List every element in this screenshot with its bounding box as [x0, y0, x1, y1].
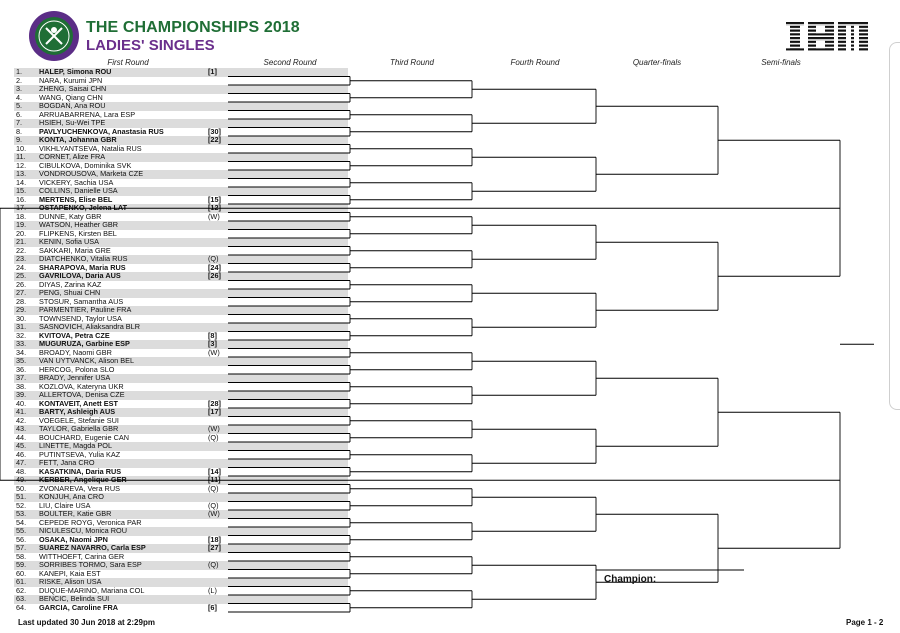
- player-name: SORRIBES TORMO, Sara ESP: [39, 560, 142, 569]
- player-seed: [8]: [208, 330, 217, 340]
- player-name: GAVRILOVA, Daria AUS: [39, 271, 121, 280]
- player-name: KENIN, Sofia USA: [39, 237, 100, 246]
- player-name: COLLINS, Danielle USA: [39, 186, 118, 195]
- player-number: 58.: [16, 551, 27, 561]
- player-number: 46.: [16, 449, 27, 459]
- player-seed: (W): [208, 424, 220, 433]
- round-heading-second: Second Round: [263, 58, 317, 67]
- player-number: 50.: [16, 483, 27, 493]
- player-number: 16.: [16, 194, 27, 204]
- player-name: NARA, Kurumi JPN: [39, 75, 103, 85]
- player-number: 56.: [16, 534, 27, 544]
- player-name: VOEGELE, Stefanie SUI: [39, 415, 119, 425]
- player-number: 4.: [16, 92, 23, 102]
- player-name: FETT, Jana CRO: [39, 458, 95, 467]
- player-number: 64.: [16, 602, 27, 612]
- page-title: THE CHAMPIONSHIPS 2018: [86, 19, 300, 36]
- player-number: 32.: [16, 330, 27, 340]
- player-number: 57.: [16, 543, 27, 552]
- player-number: 9.: [16, 135, 23, 144]
- player-number: 14.: [16, 177, 27, 187]
- player-number: 31.: [16, 322, 27, 331]
- player-number: 49.: [16, 475, 27, 484]
- player-name: KONTA, Johanna GBR: [39, 135, 117, 144]
- player-name: GARCIA, Caroline FRA: [39, 602, 119, 612]
- player-seed: (Q): [208, 500, 219, 510]
- player-name: BRADY, Jennifer USA: [39, 373, 111, 382]
- player-number: 8.: [16, 126, 23, 136]
- player-number: 61.: [16, 577, 27, 586]
- player-name: KASATKINA, Daria RUS: [39, 466, 122, 476]
- player-number: 1.: [16, 67, 23, 76]
- player-number: 15.: [16, 186, 27, 195]
- player-number: 37.: [16, 373, 27, 382]
- player-name: LIU, Claire USA: [39, 500, 91, 510]
- player-name: DIYAS, Zarina KAZ: [39, 279, 102, 289]
- player-name: DUQUE-MARINO, Mariana COL: [39, 585, 145, 595]
- player-number: 35.: [16, 356, 27, 365]
- player-name: NICULESCU, Monica ROU: [39, 526, 127, 535]
- last-updated: Last updated 30 Jun 2018 at 2:29pm: [18, 618, 155, 627]
- player-name: ZHENG, Saisai CHN: [39, 84, 107, 93]
- player-number: 18.: [16, 211, 27, 221]
- player-name: OSAKA, Naomi JPN: [39, 534, 108, 544]
- player-name: STOSUR, Samantha AUS: [39, 296, 124, 306]
- player-name: DUNNE, Katy GBR: [39, 211, 102, 221]
- player-number: 33.: [16, 339, 27, 348]
- player-number: 13.: [16, 169, 27, 178]
- player-number: 19.: [16, 220, 27, 229]
- player-number: 30.: [16, 313, 27, 323]
- player-seed: (Q): [208, 560, 219, 569]
- player-number: 28.: [16, 296, 27, 306]
- player-number: 60.: [16, 568, 27, 578]
- round-heading-semifinals: Semi-finals: [761, 58, 801, 67]
- player-name: RISKE, Alison USA: [39, 577, 102, 586]
- player-number: 51.: [16, 492, 27, 501]
- player-name: WANG, Qiang CHN: [39, 92, 103, 102]
- player-seed: [28]: [208, 398, 221, 408]
- player-name: WATSON, Heather GBR: [39, 220, 119, 229]
- player-seed: [22]: [208, 135, 221, 144]
- player-number: 39.: [16, 390, 27, 399]
- player-number: 40.: [16, 398, 27, 408]
- player-name: HERCOG, Polona SLO: [39, 364, 115, 374]
- player-name: KERBER, Angelique GER: [39, 475, 127, 484]
- player-name: PENG, Shuai CHN: [39, 288, 101, 297]
- round-heading-first: First Round: [107, 58, 149, 67]
- player-number: 20.: [16, 228, 27, 238]
- player-number: 23.: [16, 254, 27, 263]
- player-number: 5.: [16, 101, 23, 110]
- round-heading-third: Third Round: [389, 58, 435, 67]
- player-name: DIATCHENKO, Vitalia RUS: [39, 254, 128, 263]
- player-name: KONJUH, Ana CRO: [39, 492, 104, 501]
- side-panel[interactable]: [889, 42, 900, 410]
- player-seed: (W): [208, 347, 220, 357]
- player-number: 47.: [16, 458, 27, 467]
- player-name: TOWNSEND, Taylor USA: [39, 313, 122, 323]
- player-name: ZVONAREVA, Vera RUS: [39, 483, 120, 493]
- player-number: 52.: [16, 500, 27, 510]
- player-number: 3.: [16, 84, 23, 93]
- player-name: SAKKARI, Maria GRE: [39, 245, 111, 255]
- player-seed: [27]: [208, 543, 221, 552]
- player-seed: (Q): [208, 432, 219, 442]
- player-number: 48.: [16, 466, 27, 476]
- player-name: CEPEDE ROYG, Veronica PAR: [39, 517, 142, 527]
- page-number: Page 1 - 2: [846, 618, 884, 627]
- player-name: MERTENS, Elise BEL: [39, 194, 113, 204]
- player-number: 22.: [16, 245, 27, 255]
- player-name: BENCIC, Belinda SUI: [39, 594, 110, 603]
- player-number: 10.: [16, 143, 27, 153]
- player-number: 21.: [16, 237, 27, 246]
- player-number: 11.: [16, 152, 26, 161]
- player-seed: [24]: [208, 262, 221, 272]
- player-name: VONDROUSOVA, Marketa CZE: [39, 169, 144, 178]
- player-name: ALLERTOVA, Denisa CZE: [39, 390, 125, 399]
- round-heading-fourth: Fourth Round: [510, 58, 560, 67]
- player-number: 63.: [16, 594, 27, 603]
- player-name: BOUCHARD, Eugenie CAN: [39, 432, 130, 442]
- round-heading-quarterfinals: Quarter-finals: [632, 58, 682, 67]
- player-seed: [17]: [208, 407, 221, 416]
- player-name: KANEPI, Kaia EST: [39, 568, 101, 578]
- player-name: BOGDAN, Ana ROU: [39, 101, 106, 110]
- player-name: VICKERY, Sachia USA: [39, 177, 114, 187]
- player-seed: (L): [208, 585, 217, 595]
- player-name: PUTINTSEVA, Yulia KAZ: [39, 449, 121, 459]
- player-seed: [30]: [208, 126, 221, 136]
- player-number: 7.: [16, 118, 23, 127]
- player-name: CIBULKOVA, Dominika SVK: [39, 160, 132, 170]
- player-name: CORNET, Alize FRA: [39, 152, 106, 161]
- player-name: VAN UYTVANCK, Alison BEL: [39, 356, 135, 365]
- player-number: 25.: [16, 271, 27, 280]
- page-subtitle: LADIES' SINGLES: [86, 37, 215, 54]
- player-name: ARRUABARRENA, Lara ESP: [39, 109, 136, 119]
- player-name: SHARAPOVA, Maria RUS: [39, 262, 126, 272]
- player-number: 6.: [16, 109, 23, 119]
- player-name: LINETTE, Magda POL: [39, 441, 112, 450]
- player-name: BOULTER, Katie GBR: [39, 509, 112, 518]
- champion-label: Champion:: [604, 574, 657, 585]
- player-name: FLIPKENS, Kirsten BEL: [39, 228, 117, 238]
- player-number: 17.: [16, 203, 27, 212]
- player-name: PARMENTIER, Pauline FRA: [39, 305, 132, 314]
- player-seed: [15]: [208, 194, 221, 204]
- player-seed: [14]: [208, 466, 221, 476]
- player-number: 55.: [16, 526, 27, 535]
- player-number: 29.: [16, 305, 27, 314]
- player-number: 12.: [16, 160, 27, 170]
- player-number: 53.: [16, 509, 27, 518]
- player-name: HALEP, Simona ROU: [39, 67, 112, 76]
- player-name: PAVLYUCHENKOVA, Anastasia RUS: [39, 126, 164, 136]
- player-name: MUGURUZA, Garbine ESP: [39, 339, 130, 348]
- player-name: VIKHLYANTSEVA, Natalia RUS: [39, 143, 142, 153]
- player-seed: [11]: [208, 475, 221, 484]
- player-number: 2.: [16, 75, 23, 85]
- player-number: 34.: [16, 347, 27, 357]
- player-number: 36.: [16, 364, 27, 374]
- player-seed: (W): [208, 211, 220, 221]
- player-seed: (W): [208, 509, 220, 518]
- player-seed: [1]: [208, 67, 217, 76]
- player-name: KOZLOVA, Kateryna UKR: [39, 381, 124, 391]
- player-name: SASNOVICH, Aliaksandra BLR: [39, 322, 140, 331]
- player-seed: (Q): [208, 254, 219, 263]
- player-seed: [18]: [208, 534, 221, 544]
- player-name: OSTAPENKO, Jelena LAT: [39, 203, 128, 212]
- player-name: WITTHOEFT, Carina GER: [39, 551, 125, 561]
- player-number: 43.: [16, 424, 27, 433]
- player-number: 42.: [16, 415, 27, 425]
- player-number: 38.: [16, 381, 27, 391]
- player-name: SUAREZ NAVARRO, Carla ESP: [39, 543, 146, 552]
- player-name: TAYLOR, Gabriella GBR: [39, 424, 119, 433]
- player-number: 41.: [16, 407, 27, 416]
- player-name: BROADY, Naomi GBR: [39, 347, 112, 357]
- player-number: 24.: [16, 262, 27, 272]
- player-number: 54.: [16, 517, 27, 527]
- player-number: 44.: [16, 432, 27, 442]
- player-number: 59.: [16, 560, 27, 569]
- player-seed: [12]: [208, 203, 221, 212]
- player-name: KONTAVEIT, Anett EST: [39, 398, 118, 408]
- player-seed: [6]: [208, 602, 217, 612]
- player-number: 45.: [16, 441, 27, 450]
- player-name: KVITOVA, Petra CZE: [39, 330, 110, 340]
- player-number: 26.: [16, 279, 27, 289]
- player-seed: [26]: [208, 271, 221, 280]
- player-name: BARTY, Ashleigh AUS: [39, 407, 116, 416]
- player-number: 62.: [16, 585, 27, 595]
- player-number: 27.: [16, 288, 27, 297]
- player-seed: [3]: [208, 339, 217, 348]
- player-seed: (Q): [208, 483, 219, 493]
- player-name: HSIEH, Su-Wei TPE: [39, 118, 106, 127]
